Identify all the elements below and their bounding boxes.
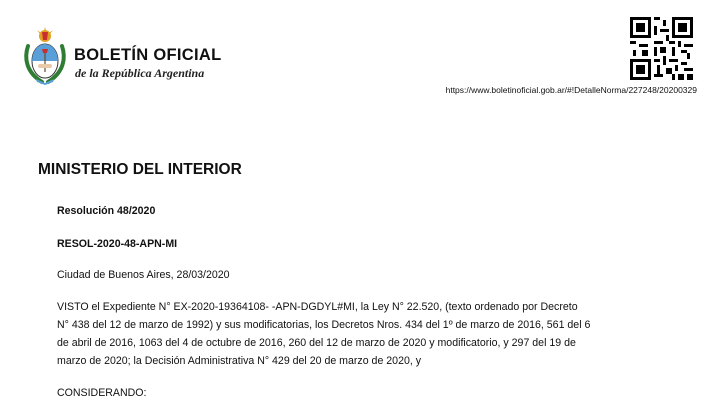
- document-url[interactable]: https://www.boletinoficial.gob.ar/#!DetalleNorma/227248/20200329: [445, 85, 697, 95]
- visto-line: VISTO el Expediente N° EX-2020-19364108- -APN-DGDYL#MI, la Ley N° 22.520, (texto ordenado por Decreto: [57, 301, 578, 313]
- qr-code-icon: [630, 17, 693, 80]
- brand-title: BOLETÍN OFICIAL: [74, 46, 222, 64]
- place-date: Ciudad de Buenos Aires, 28/03/2020: [57, 269, 230, 281]
- ministry-heading: MINISTERIO DEL INTERIOR: [38, 161, 242, 178]
- resolution-number: Resolución 48/2020: [57, 205, 156, 217]
- visto-line: de abril de 2016, 1063 del 4 de octubre de 2016, 260 del 12 de marzo de 2020 y modificatorio, y 297 del 19 de: [57, 337, 576, 349]
- coat-of-arms-icon: [22, 24, 68, 86]
- document-header: [0, 0, 720, 100]
- visto-line: marzo de 2020; la Decisión Administrativa N° 429 del 20 de marzo de 2020, y: [57, 355, 422, 367]
- visto-line: N° 438 del 12 de marzo de 1992) y sus modificatorias, los Decretos Nros. 434 del 1º de marzo de 2016, 561 del 6: [57, 319, 591, 331]
- considerando-heading: CONSIDERANDO:: [57, 387, 147, 399]
- brand-subtitle: de la República Argentina: [75, 66, 205, 80]
- visto-paragraph: [57, 298, 697, 370]
- resolution-reference: RESOL-2020-48-APN-MI: [57, 238, 178, 250]
